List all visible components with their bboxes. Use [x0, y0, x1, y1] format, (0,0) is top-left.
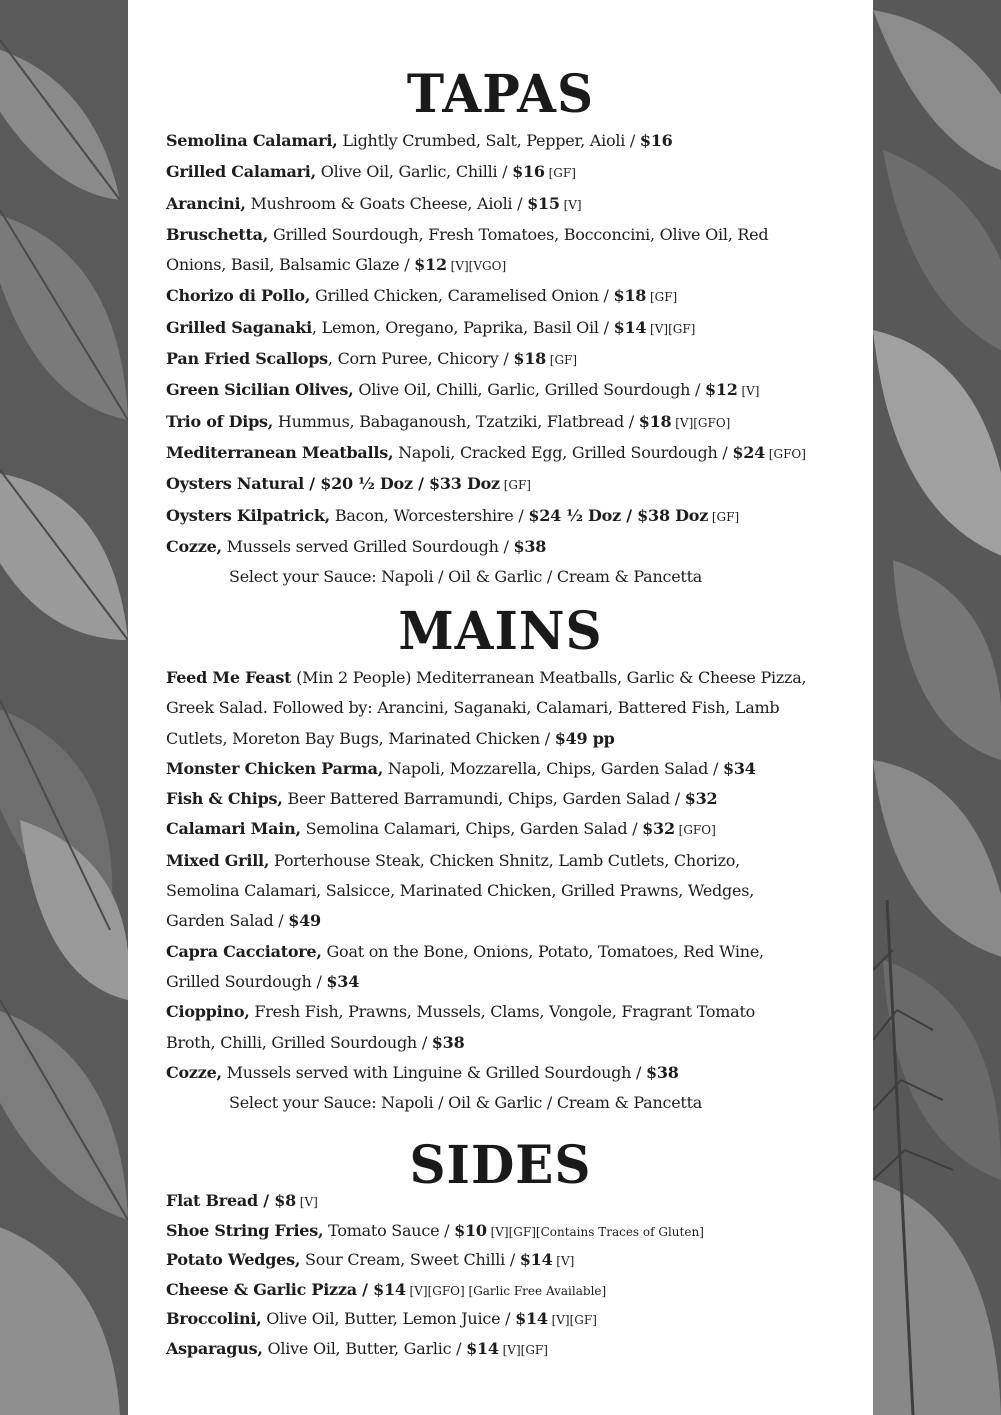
sauce-note: Select your Sauce: Napoli / Oil & Garlic / Cream & Pancetta: [229, 1093, 703, 1113]
list-item: Arancini, Mushroom & Goats Cheese, Aioli / $15 [V]: [166, 193, 582, 213]
tapas-list: [166, 126, 866, 592]
list-item-continued: Grilled Sourdough / $34: [166, 971, 360, 991]
list-item: Mediterranean Meatballs, Napoli, Cracked Egg, Grilled Sourdough / $24 [GFO]: [166, 442, 806, 462]
list-item-continued: Garden Salad / $49: [166, 911, 321, 931]
list-item: Mixed Grill, Porterhouse Steak, Chicken Shnitz, Lamb Cutlets, Chorizo,: [166, 850, 741, 870]
leaf-pattern-icon: [0, 0, 128, 1415]
list-item-continued: Broth, Chilli, Grilled Sourdough / $38: [166, 1032, 465, 1052]
list-item: Capra Cacciatore, Goat on the Bone, Onions, Potato, Tomatoes, Red Wine,: [166, 941, 764, 961]
list-item: Shoe String Fries, Tomato Sauce / $10 [V][GF][Contains Traces of Gluten]: [166, 1220, 704, 1240]
list-item: Oysters Natural / $20 ½ Doz / $33 Doz [GF]: [166, 474, 531, 494]
list-item: Fish & Chips, Beer Battered Barramundi, Chips, Garden Salad / $32: [166, 789, 718, 809]
list-item-continued: Semolina Calamari, Salsicce, Marinated Chicken, Grilled Prawns, Wedges,: [166, 881, 755, 901]
sauce-note: Select your Sauce: Napoli / Oil & Garlic / Cream & Pancetta: [229, 567, 703, 587]
list-item: Broccolini, Olive Oil, Butter, Lemon Juice / $14 [V][GF]: [166, 1309, 597, 1328]
list-item: Green Sicilian Olives, Olive Oil, Chilli, Garlic, Grilled Sourdough / $12 [V]: [166, 380, 760, 400]
list-item: Trio of Dips, Hummus, Babaganoush, Tzatziki, Flatbread / $18 [V][GFO]: [166, 411, 731, 431]
list-item: Feed Me Feast (Min 2 People) Mediterranean Meatballs, Garlic & Cheese Pizza,: [166, 668, 807, 687]
list-item: Flat Bread / $8 [V]: [166, 1191, 318, 1210]
menu-panel: [128, 0, 873, 1415]
section-title-tapas: TAPAS: [406, 62, 595, 125]
list-item: Grilled Calamari, Olive Oil, Garlic, Chilli / $16 [GF]: [166, 162, 576, 182]
section-title-mains: MAINS: [398, 599, 603, 662]
list-item: Oysters Kilpatrick, Bacon, Worcestershire / $24 ½ Doz / $38 Doz [GF]: [166, 505, 740, 525]
list-item: Chorizo di Pollo, Grilled Chicken, Caramelised Onion / $18 [GF]: [166, 286, 678, 306]
section-title-sides: SIDES: [409, 1133, 592, 1196]
list-item: Potato Wedges, Sour Cream, Sweet Chilli / $14 [V]: [166, 1250, 575, 1269]
list-item: Asparagus, Olive Oil, Butter, Garlic / $14 [V][GF]: [166, 1338, 548, 1358]
foliage-border-right: [873, 0, 1001, 1415]
list-item: Semolina Calamari, Lightly Crumbed, Salt, Pepper, Aioli / $16: [166, 131, 673, 150]
list-item: Monster Chicken Parma, Napoli, Mozzarella, Chips, Garden Salad / $34: [166, 758, 756, 778]
foliage-border-left: [0, 0, 128, 1415]
list-item-continued: Onions, Basil, Balsamic Glaze / $12 [V][VGO]: [166, 255, 507, 275]
list-item: Calamari Main, Semolina Calamari, Chips, Garden Salad / $32 [GFO]: [166, 819, 716, 839]
sides-list: [166, 1187, 866, 1364]
mains-list: [166, 663, 866, 1118]
list-item: Cozze, Mussels served with Linguine & Grilled Sourdough / $38: [166, 1062, 679, 1082]
leaf-pattern-icon: [873, 0, 1001, 1415]
list-item-continued: Greek Salad. Followed by: Arancini, Saganaki, Calamari, Battered Fish, Lamb: [166, 698, 780, 718]
list-item: Cozze, Mussels served Grilled Sourdough / $38: [166, 536, 547, 556]
list-item: Cioppino, Fresh Fish, Prawns, Mussels, Clams, Vongole, Fragrant Tomato: [166, 1002, 756, 1022]
list-item: Pan Fried Scallops, Corn Puree, Chicory / $18 [GF]: [166, 349, 578, 369]
list-item: Bruschetta, Grilled Sourdough, Fresh Tomatoes, Bocconcini, Olive Oil, Red: [166, 224, 769, 244]
list-item-continued: Cutlets, Moreton Bay Bugs, Marinated Chicken / $49 pp: [166, 728, 615, 748]
list-item: Grilled Saganaki, Lemon, Oregano, Paprika, Basil Oil / $14 [V][GF]: [166, 317, 696, 337]
list-item: Cheese & Garlic Pizza / $14 [V][GFO] [Garlic Free Available]: [166, 1279, 607, 1299]
